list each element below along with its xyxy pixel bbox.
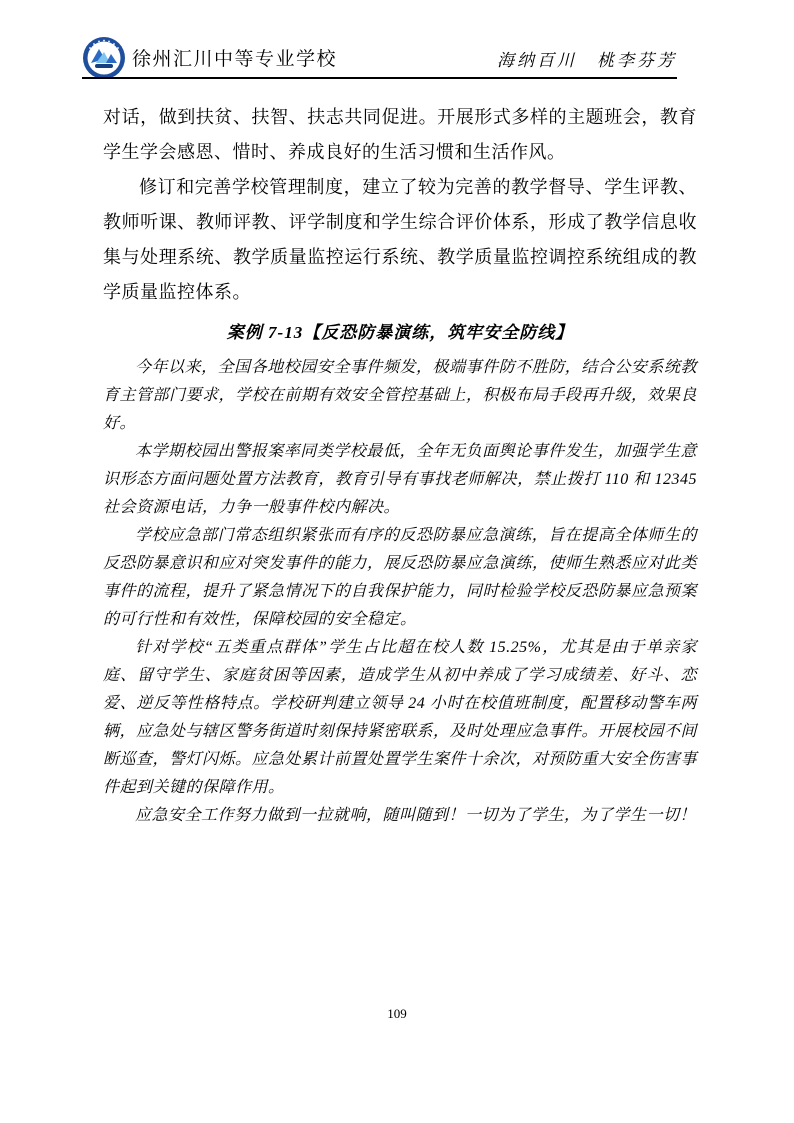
paragraph-intro-1: 对话，做到扶贫、扶智、扶志共同促进。开展形式多样的主题班会，教育学生学会感恩、惜时、养成良好的生活习惯和生活作风。 <box>103 107 697 162</box>
case-paragraph-5: 应急安全工作努力做到一拉就响，随叫随到！一切为了学生，为了学生一切！ <box>135 807 697 824</box>
school-motto: 海纳百川 桃李芬芳 <box>497 51 677 70</box>
case-title: 案例 7-13【反恐防暴演练，筑牢安全防线】 <box>226 323 574 342</box>
logo-ribbon <box>95 64 113 68</box>
paragraph-intro-2: 修订和完善学校管理制度，建立了较为完善的教学督导、学生评教、教师听课、教师评教、评学制度和学生综合评价体系，形成了教学信息收集与处理系统、教学质量监控运行系统、教学质量监控调控系统组成的教学质量监控体系。 <box>103 177 697 302</box>
case-paragraph-1: 今年以来，全国各地校园安全事件频发，极端事件防不胜防，结合公安系统教育主管部门要求，学校在前期有效安全管控基础上，积极布局手段再升级，效果良好。 <box>103 359 698 432</box>
page-header <box>82 36 677 80</box>
document-body <box>103 100 697 830</box>
school-name: 徐州汇川中等专业学校 <box>132 49 338 70</box>
case-paragraph-4: 针对学校“五类重点群体”学生占比超在校人数 15.25%，尤其是由于单亲家庭、留守学生、家庭贫困等因素，造成学生从初中养成了学习成绩差、好斗、恋爱、逆反等性格特点。学校研判建立领导 24 小时在校值班制度，配置移动警车两辆，应急处与辖区警务街道时刻保持紧密联系，及时处理应急事件。开展校园不间断巡查，警灯闪烁。应急处累计前置处置学生案件十余次，对预防重大安全伤害事件起到关键的保障作用。 <box>103 639 698 796</box>
school-logo-icon <box>82 36 126 80</box>
case-paragraph-3: 学校应急部门常态组织紧张而有序的反恐防暴应急演练，旨在提高全体师生的反恐防暴意识和应对突发事件的能力，展反恐防暴应急演练，使师生熟悉应对此类事件的流程，提升了紧急情况下的自我保护能力，同时检验学校反恐防暴应急预案的可行性和有效性，保障校园的安全稳定。 <box>103 527 698 628</box>
page-number: 109 <box>387 1006 407 1021</box>
school-logo <box>82 36 126 80</box>
case-paragraph-2: 本学期校园出警报案率同类学校最低，全年无负面舆论事件发生，加强学生意识形态方面问题处置方法教育，教育引导有事找老师解决，禁止拨打 110 和 12345 社会资源电话，力争一般事件校内解决。 <box>103 443 697 516</box>
header-rule <box>82 77 677 79</box>
